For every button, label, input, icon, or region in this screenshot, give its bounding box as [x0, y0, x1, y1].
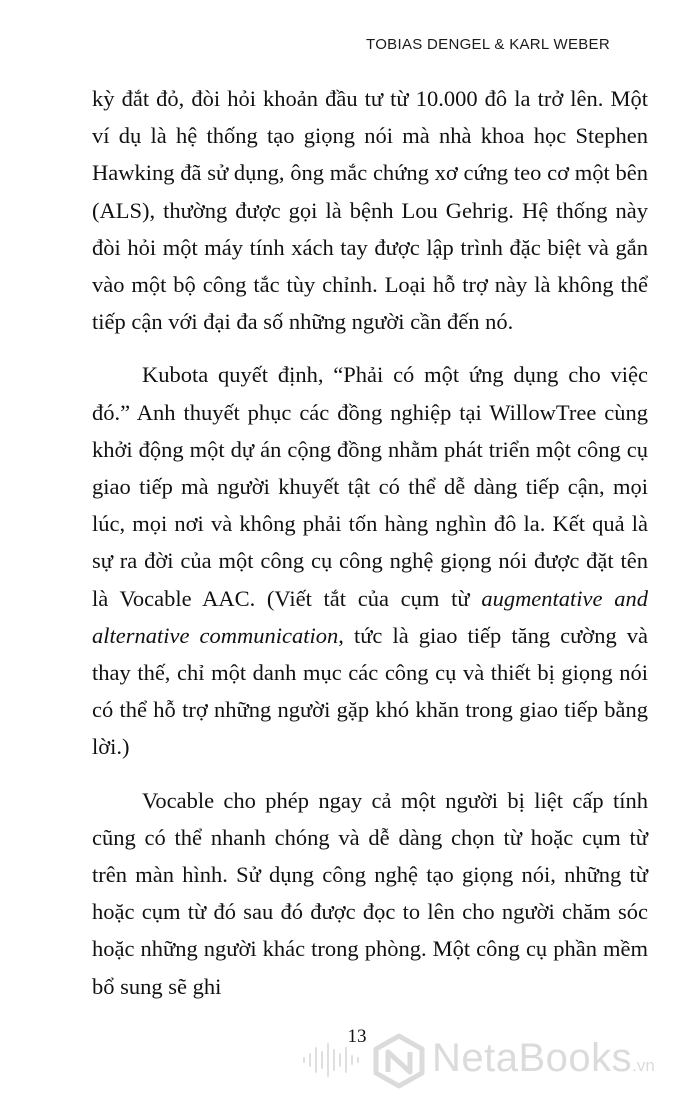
- paragraph-text-after: , tức là giao tiếp tăng cường và thay thế, chỉ một danh mục các công cụ và thiết bị giọng nói có thể hỗ trợ những người gặp khó khăn trong giao tiếp bằng lời.): [92, 622, 649, 760]
- watermark-brand: NetaBooks: [432, 1036, 633, 1080]
- watermark-text: [432, 1036, 655, 1081]
- paragraph-kubota: [92, 356, 648, 765]
- page-body: [92, 80, 648, 1005]
- running-header: TOBIAS DENGEL & KARL WEBER: [366, 36, 610, 53]
- paragraph-continued: kỳ đắt đỏ, đòi hỏi khoản đầu tư từ 10.000 đô la trở lên. Một ví dụ là hệ thống tạo giọng nói mà nhà khoa học Stephen Hawking đã sử dụng, ông mắc chứng xơ cứng teo cơ một bên (ALS), thường được gọi là bệnh Lou Gehrig. Hệ thống này đòi hỏi một máy tính xách tay được lập trình đặc biệt và gắn vào một bộ công tắc tùy chỉnh. Loại hỗ trợ này là không thể tiếp cận với đại đa số những người cần đến nó.: [92, 86, 648, 335]
- paragraph-text: Kubota quyết định, “Phải có một ứng dụng cho việc đó.” Anh thuyết phục các đồng nghiệp tại WillowTree cùng khởi động một dự án cộng đồng nhằm phát triển một công cụ giao tiếp mà người khuyết tật có thể dễ dàng tiếp cận, mọi lúc, mọi nơi và không phải tốn hàng nghìn đô la. Kết quả là sự ra đời của một công cụ công nghệ giọng nói được đặt tên là Vocable AAC. (Viết tắt của cụm từ: [92, 362, 648, 611]
- paragraph-italic-term: augmentative and alternative communication: [92, 585, 648, 648]
- watermark-suffix: .vn: [632, 1056, 655, 1075]
- page-number: 13: [347, 1026, 367, 1047]
- paragraph-vocable: Vocable cho phép ngay cả một người bị liệt cấp tính cũng có thể nhanh chóng và dễ dàng chọn từ hoặc cụm từ trên màn hình. Sử dụng công nghệ tạo giọng nói, những từ hoặc cụm từ đó sau đó được đọc to lên cho người chăm sóc hoặc những người khác trong phòng. Một công cụ phần mềm bổ sung sẽ ghi: [92, 787, 648, 999]
